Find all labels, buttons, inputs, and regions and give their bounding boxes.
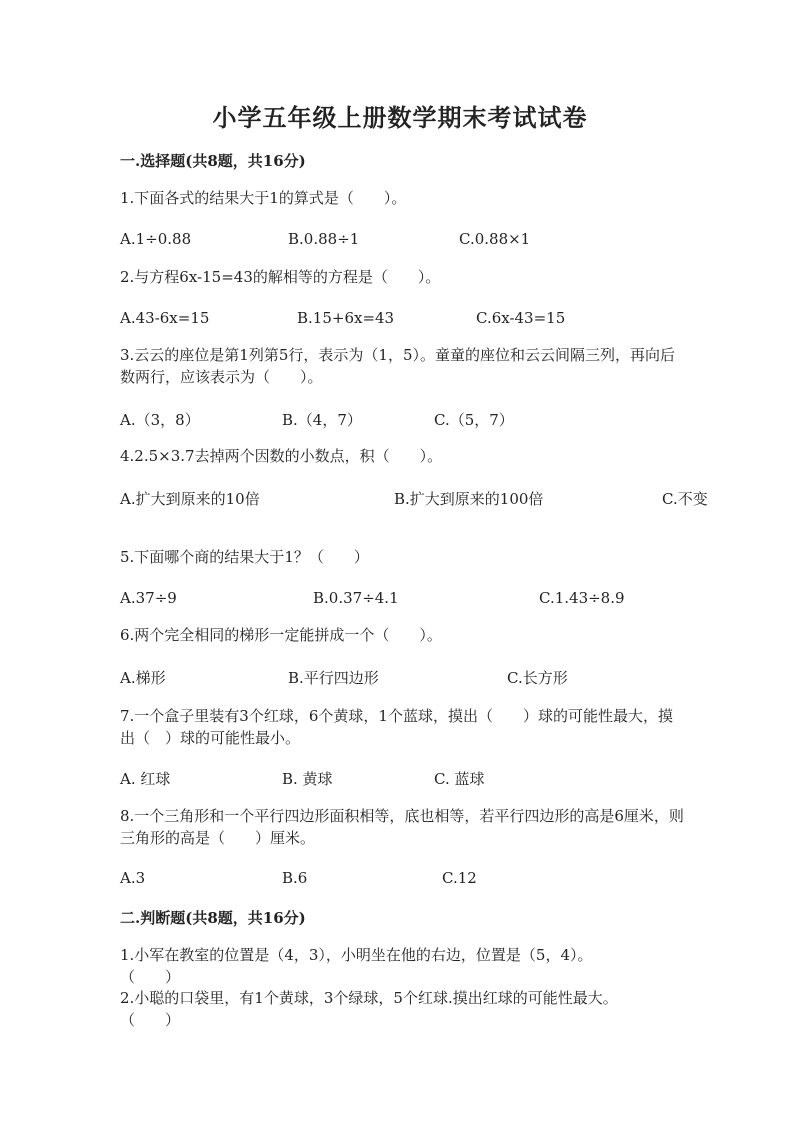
question-5: 5.下面哪个商的结果大于1？（ ）	[120, 548, 369, 566]
q2-option-c: C.6x-43=15	[476, 309, 566, 327]
q7-option-a: A. 红球	[120, 770, 171, 788]
q6-option-b: B.平行四边形	[288, 669, 379, 687]
page-title: 小学五年级上册数学期末考试试卷	[212, 103, 588, 132]
judgment-1-answer-blank: （ ）	[120, 968, 181, 986]
question-4: 4.2.5×3.7去掉两个因数的小数点，积（ ）。	[120, 447, 443, 465]
q2-option-a: A.43-6x=15	[120, 309, 210, 327]
q6-option-a: A.梯形	[120, 669, 166, 687]
question-7: 7.一个盒子里装有3个红球，6个黄球，1个蓝球，摸出（ ）球的可能性最大，摸出（ ）球的可能性最小。	[120, 707, 673, 747]
q4-option-b: B.扩大到原来的100倍	[394, 490, 544, 508]
section-heading-choice: 一.选择题(共8题，共16分)	[120, 152, 306, 170]
q8-option-a: A.3	[120, 869, 146, 887]
q1-option-b: B.0.88÷1	[288, 230, 360, 248]
q2-option-b: B.15+6x=43	[297, 309, 395, 327]
judgment-question-2: 2.小聪的口袋里，有1个黄球，3个绿球，5个红球.摸出红球的可能性最大。	[120, 989, 618, 1007]
q5-option-c: C.1.43÷8.9	[539, 589, 625, 607]
question-3: 3.云云的座位是第1列第5行，表示为（1，5）。童童的座位和云云间隔三列，再向后数两行，应该表示为（ ）。	[120, 346, 675, 386]
q5-option-a: A.37÷9	[120, 589, 177, 607]
q3-option-a: A.（3，8）	[120, 411, 200, 429]
q7-option-b: B. 黄球	[282, 770, 333, 788]
q4-option-a: A.扩大到原来的10倍	[120, 490, 260, 508]
judgment-2-answer-blank: （ ）	[120, 1011, 181, 1029]
q8-option-c: C.12	[442, 869, 477, 887]
q3-option-b: B.（4，7）	[282, 411, 362, 429]
q8-option-b: B.6	[282, 869, 308, 887]
q1-option-a: A.1÷0.88	[120, 230, 192, 248]
question-6: 6.两个完全相同的梯形一定能拼成一个（ ）。	[120, 626, 442, 644]
question-2: 2.与方程6x-15=43的解相等的方程是（ ）。	[120, 268, 441, 286]
question-1: 1.下面各式的结果大于1的算式是（ ）。	[120, 189, 407, 207]
question-8: 8.一个三角形和一个平行四边形面积相等，底也相等，若平行四边形的高是6厘米，则三角形的高是（ ）厘米。	[120, 807, 684, 847]
section-heading-judgment: 二.判断题(共8题，共16分)	[120, 909, 306, 927]
q7-option-c: C. 蓝球	[434, 770, 485, 788]
q6-option-c: C.长方形	[507, 669, 568, 687]
q3-option-c: C.（5，7）	[434, 411, 514, 429]
q5-option-b: B.0.37÷4.1	[313, 589, 399, 607]
judgment-question-1: 1.小军在教室的位置是（4，3），小明坐在他的右边，位置是（5，4）。	[120, 946, 593, 964]
q4-option-c: C.不变	[662, 490, 708, 508]
q1-option-c: C.0.88×1	[459, 230, 531, 248]
